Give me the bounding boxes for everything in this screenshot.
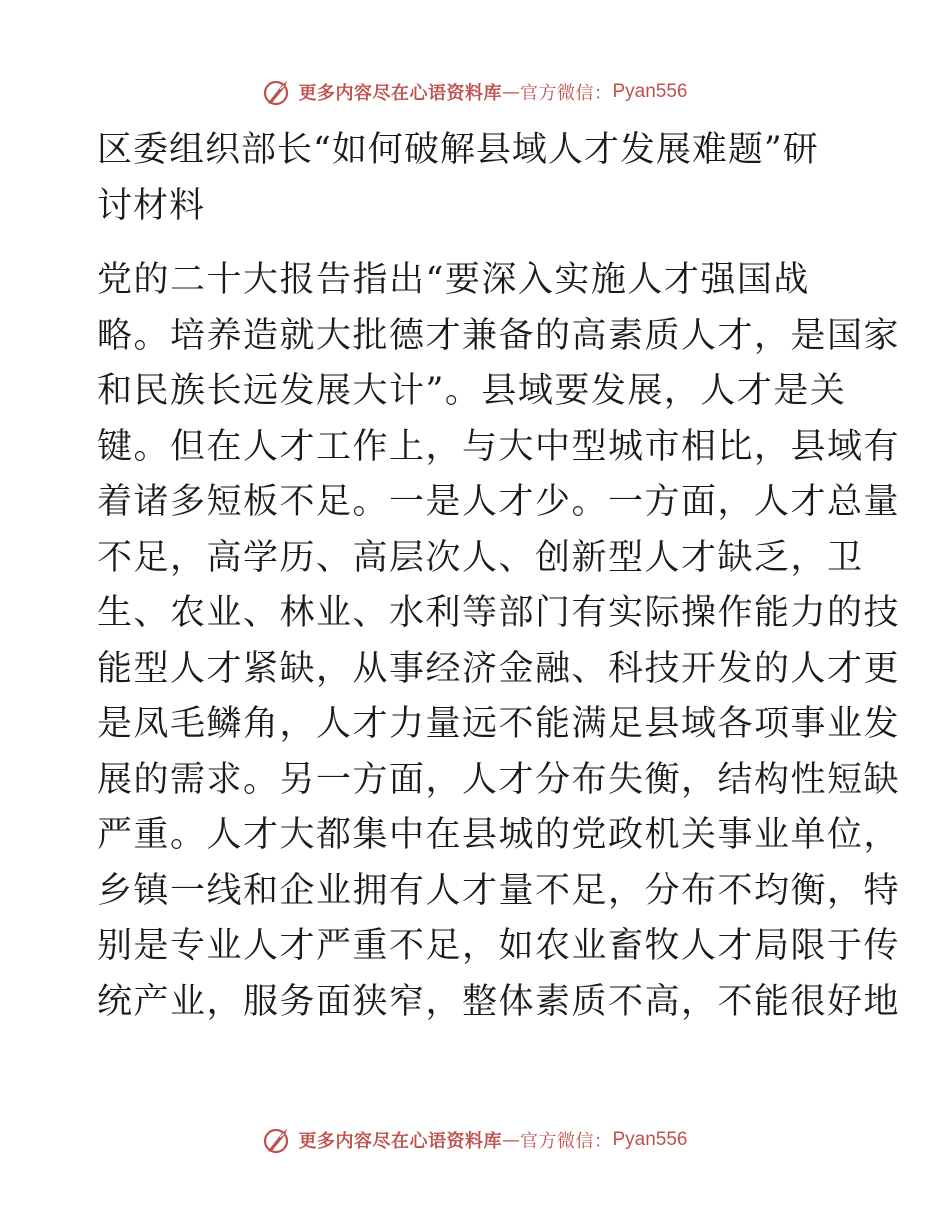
- footer-watermark-banner: [0, 1120, 950, 1160]
- document-body-paragraph: [97, 253, 901, 1030]
- banner-separator: —: [501, 1129, 520, 1151]
- banner-text: 更多内容尽在心语资料库: [298, 1131, 502, 1152]
- banner-contact-id: Pyan556: [612, 1129, 688, 1150]
- quill-pen-logo-icon: [262, 77, 292, 107]
- title-line: 区委组织部长“如何破解县域人才发展难题”研: [97, 130, 819, 170]
- body-line: 略。培养造就大批德才兼备的高素质人才，是国家: [97, 315, 901, 356]
- banner-contact-id: Pyan556: [612, 81, 688, 102]
- body-line: 统产业，服务面狭窄，整体素质不高，不能很好地: [97, 981, 901, 1022]
- body-line: 党的二十大报告指出“要深入实施人才强国战: [97, 260, 810, 300]
- banner-contact-label: 官方微信：: [519, 1131, 613, 1152]
- body-line: 别是专业人才严重不足，如农业畜牧人才局限于传: [97, 926, 901, 966]
- banner-separator: —: [501, 81, 520, 103]
- banner-contact-label: 官方微信：: [519, 83, 613, 104]
- body-line: 乡镇一线和企业拥有人才量不足，分布不均衡，特: [97, 870, 901, 911]
- header-watermark-banner: [0, 72, 950, 112]
- body-line: 着诸多短板不足。一是人才少。一方面，人才总量: [97, 482, 901, 522]
- body-line: 能型人才紧缺，从事经济金融、科技开发的人才更: [97, 648, 901, 689]
- body-line: 是凤毛鳞角，人才力量远不能满足县域各项事业发: [97, 704, 901, 744]
- document-title: [97, 122, 857, 234]
- body-line: 生、农业、林业、水利等部门有实际操作能力的技: [97, 593, 901, 633]
- title-line: 讨材料: [97, 186, 206, 226]
- body-line: 键。但在人才工作上，与大中型城市相比，县域有: [97, 426, 901, 467]
- body-line: 不足，高学历、高层次人、创新型人才缺乏，卫: [97, 537, 864, 578]
- quill-pen-logo-icon: [262, 1125, 292, 1155]
- body-line: 和民族长远发展大计”。县域要发展，人才是关: [97, 371, 847, 411]
- banner-text: 更多内容尽在心语资料库: [298, 83, 502, 104]
- body-line: 展的需求。另一方面，人才分布失衡，结构性短缺: [97, 759, 901, 800]
- body-line: 严重。人才大都集中在县城的党政机关事业单位，: [97, 815, 901, 855]
